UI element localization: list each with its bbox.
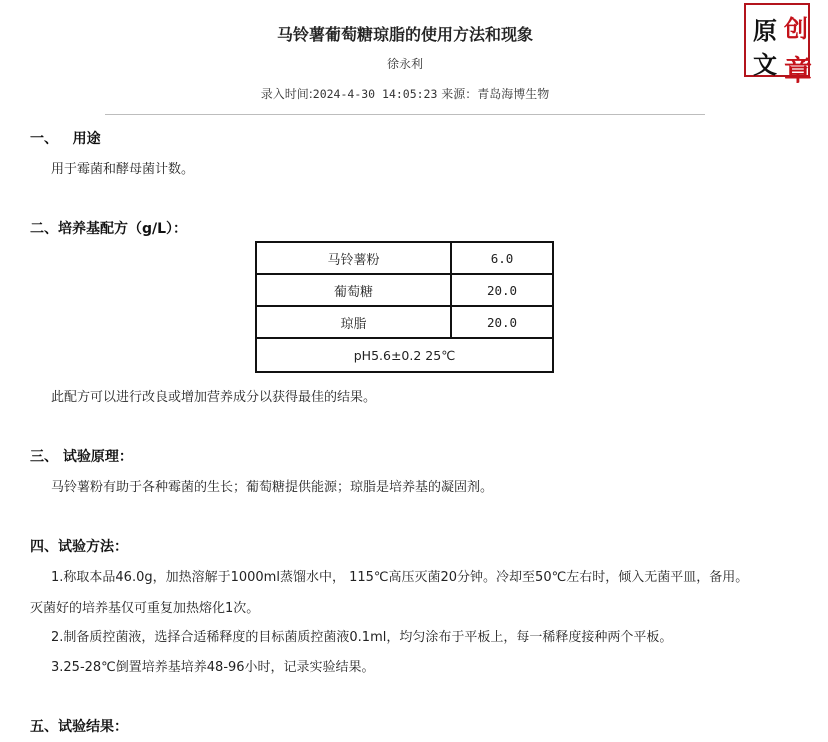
table-row bbox=[256, 338, 553, 372]
section-1-text: 用于霉菌和酵母菌计数。 bbox=[51, 162, 195, 177]
article-author: 徐永利 bbox=[386, 57, 423, 71]
method-step-1-continued: 灭菌好的培养基仅可重复加热熔化1次。 bbox=[30, 601, 260, 616]
meta-time: 2024-4-30 14:05:23 bbox=[312, 87, 438, 101]
article-title: 马铃薯葡萄糖琼脂的使用方法和现象 bbox=[276, 25, 533, 44]
section-5-heading: 五、试验结果： bbox=[30, 719, 128, 735]
method-step-1: 1.称取本品46.0g，加热溶解于1000ml蒸馏水中， 115℃高压灭菌20分钟。冷却至50℃左右时，倾入无菌平皿，备用。 bbox=[51, 570, 749, 585]
table-row bbox=[256, 306, 553, 338]
ph-footer: pH5.6±0.2 25℃ bbox=[256, 338, 553, 372]
table-row bbox=[256, 242, 553, 274]
ingredient-name: 琼脂 bbox=[256, 306, 451, 338]
section-1-heading: 一、 用途 bbox=[30, 131, 101, 147]
ingredient-name: 葡萄糖 bbox=[256, 274, 451, 306]
ingredient-value: 20.0 bbox=[451, 274, 553, 306]
stamp-char-2: 创 bbox=[784, 14, 808, 43]
stamp-char-4: 章 bbox=[784, 54, 813, 87]
stamp-char-1: 原 bbox=[753, 16, 777, 45]
method-step-2: 2.制备质控菌液，选择合适稀释度的目标菌质控菌液0.1ml，均匀涂布于平板上，每一稀释度接种两个平板。 bbox=[51, 630, 673, 645]
meta-source: 来源：青岛海博生物 bbox=[441, 87, 550, 101]
original-article-stamp bbox=[744, 3, 820, 87]
ingredient-value: 6.0 bbox=[451, 242, 553, 274]
header-divider bbox=[105, 114, 705, 115]
method-step-3: 3.25-28℃倒置培养基培养48-96小时，记录实验结果。 bbox=[51, 660, 375, 675]
table-row bbox=[256, 274, 553, 306]
ingredient-name: 马铃薯粉 bbox=[256, 242, 451, 274]
section-3-heading: 三、 试验原理： bbox=[30, 449, 133, 465]
stamp-char-3: 文 bbox=[753, 50, 777, 79]
ingredient-value: 20.0 bbox=[451, 306, 553, 338]
recipe-table bbox=[255, 241, 554, 373]
section-2-heading: 二、培养基配方（g/L）： bbox=[30, 221, 188, 237]
section-3-text: 马铃薯粉有助于各种霉菌的生长；葡萄糖提供能源；琼脂是培养基的凝固剂。 bbox=[51, 480, 494, 495]
section-2-note: 此配方可以进行改良或增加营养成分以获得最佳的结果。 bbox=[51, 390, 377, 405]
section-4-heading: 四、试验方法： bbox=[30, 539, 128, 555]
article-meta bbox=[0, 85, 810, 102]
meta-time-label: 录入时间: bbox=[260, 87, 313, 101]
